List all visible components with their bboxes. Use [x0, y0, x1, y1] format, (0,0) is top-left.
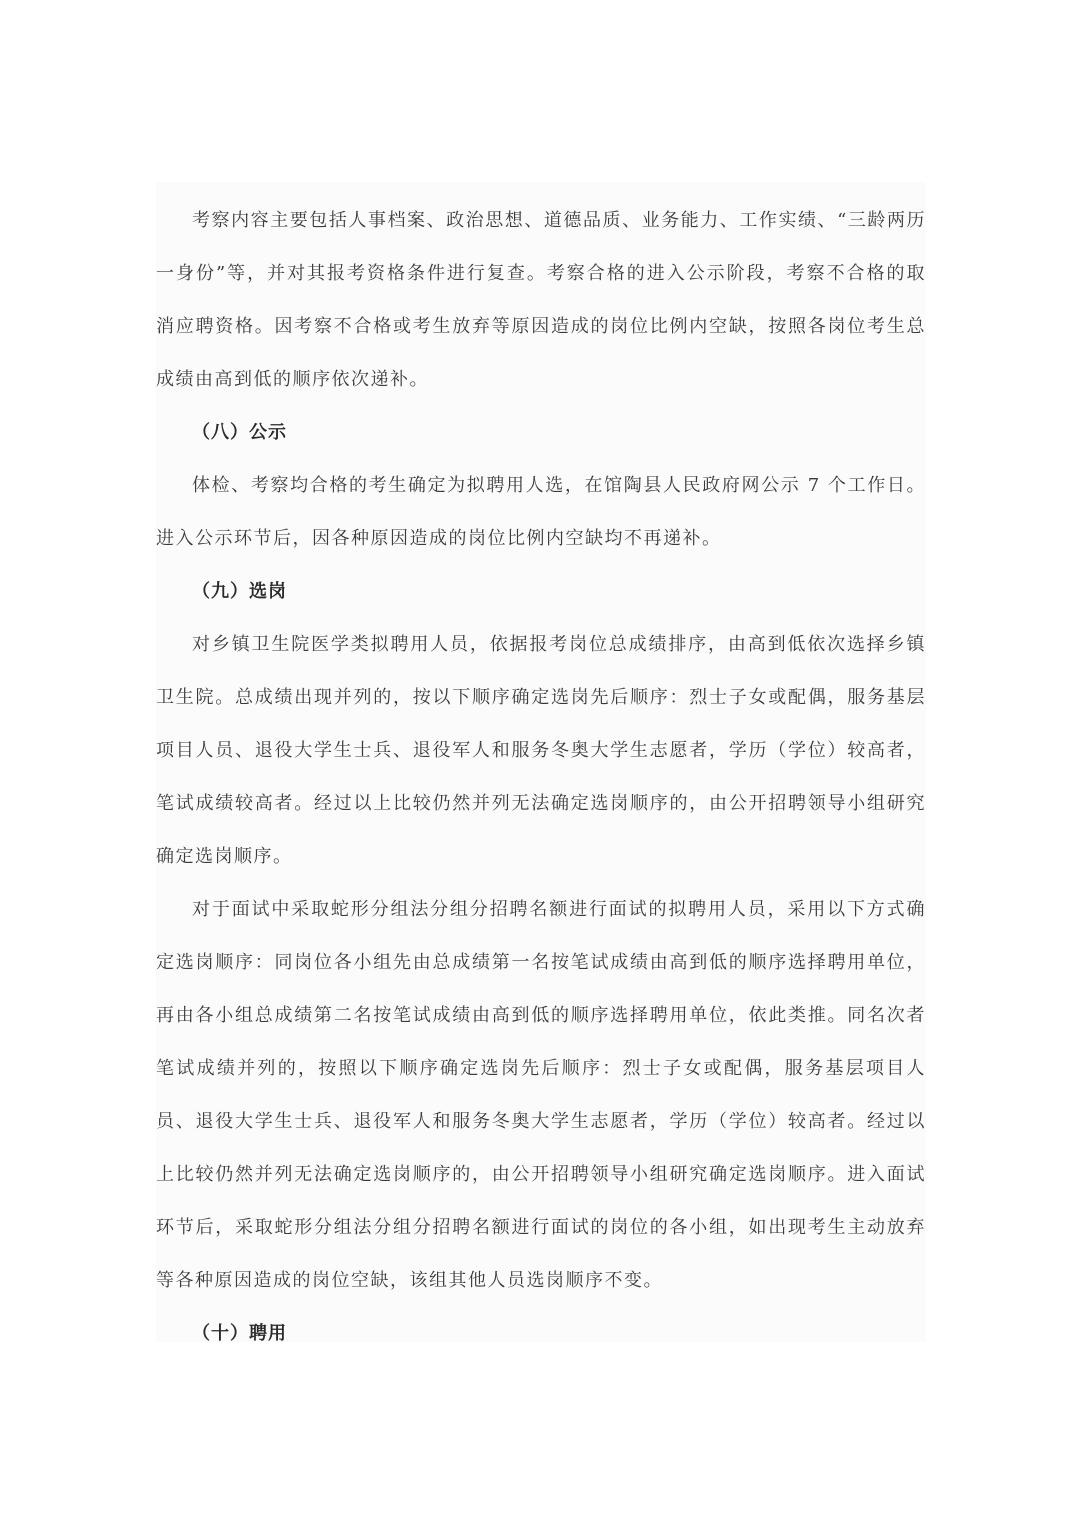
text-block	[156, 182, 926, 1342]
paragraph-publicity: 体检、考察均合格的考生确定为拟聘用人选，在馆陶县人民政府网公示 7 个工作日。进入公示环节后，因各种原因造成的岗位比例内空缺均不再递补。	[156, 475, 926, 549]
paragraph-township-selection: 对乡镇卫生院医学类拟聘用人员，依据报考岗位总成绩排序，由高到低依次选择乡镇卫生院。总成绩出现并列的，按以下顺序确定选岗先后顺序：烈士子女或配偶，服务基层项目人员、退役大学生士兵、退役军人和服务冬奥大学生志愿者，学历（学位）较高者，笔试成绩较高者。经过以上比较仍然并列无法确定选岗顺序的，由公开招聘领导小组研究确定选岗顺序。	[156, 634, 926, 867]
section-heading-employment: （十）聘用	[192, 1323, 287, 1344]
paragraph-inspection-content: 考察内容主要包括人事档案、政治思想、道德品质、业务能力、工作实绩、“三龄两历一身份”等，并对其报考资格条件进行复查。考察合格的进入公示阶段，考察不合格的取消应聘资格。因考察不合格或考生放弃等原因造成的岗位比例内空缺，按照各岗位考生总成绩由高到低的顺序依次递补。	[156, 210, 926, 390]
paragraph-snake-grouping-selection: 对于面试中采取蛇形分组法分组分招聘名额进行面试的拟聘用人员，采用以下方式确定选岗顺序：同岗位各小组先由总成绩第一名按笔试成绩由高到低的顺序选择聘用单位，再由各小组总成绩第二名按笔试成绩由高到低的顺序选择聘用单位，依此类推。同名次者笔试成绩并列的，按照以下顺序确定选岗先后顺序：烈士子女或配偶，服务基层项目人员、退役大学生士兵、退役军人和服务冬奥大学生志愿者，学历（学位）较高者。经过以上比较仍然并列无法确定选岗顺序的，由公开招聘领导小组研究确定选岗顺序。进入面试环节后，采取蛇形分组法分组分招聘名额进行面试的岗位的各小组，如出现考生主动放弃等各种原因造成的岗位空缺，该组其他人员选岗顺序不变。	[156, 899, 926, 1291]
section-heading-publicity: （八）公示	[192, 422, 287, 443]
document-content	[156, 194, 926, 1360]
section-heading-post-selection: （九）选岗	[192, 581, 287, 602]
